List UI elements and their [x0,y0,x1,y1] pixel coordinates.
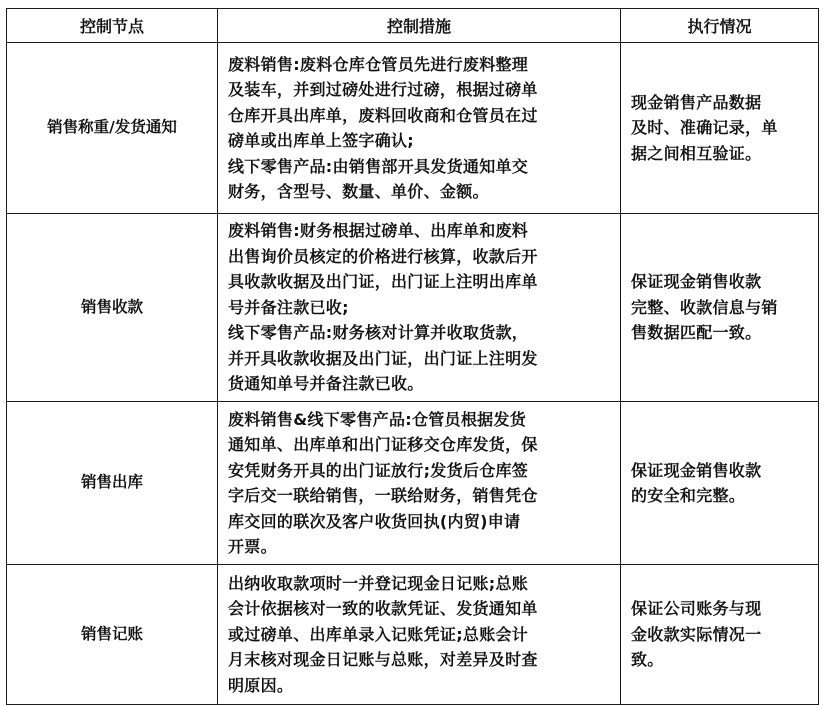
table-row [7,214,819,402]
execution-status-cell [621,214,819,402]
measure-line: 库交回的联次及客户收货回执(内贸)申请 [228,511,521,531]
measure-line: 废料销售:财务根据过磅单、出库单和废料 [228,221,529,241]
status-line: 致。 [631,650,664,670]
measure-line: 会计依据核对一致的收款凭证、发货通知单 [228,599,538,619]
execution-status-cell [621,565,819,705]
control-measure-cell [218,43,621,214]
control-node-cell: 销售记账 [7,565,218,705]
measure-line: 具收款收据及出门证，出门证上注明出库单 [228,272,538,292]
status-line: 保证现金销售收款 [631,460,762,480]
measure-line: 通知单、出库单和出门证移交仓库发货，保 [228,435,538,454]
measure-line: 仓库开具出库单，废料回收商和仓管员在过 [228,105,538,125]
measure-line: 字后交一联给销售，一联给财务，销售凭仓 [228,486,538,505]
control-measure-cell [218,565,621,705]
measure-line: 及装车，并到过磅处进行过磅，根据过磅单 [228,80,538,99]
header-row [7,9,819,43]
measure-line: 货通知单号并备注款已收。 [228,374,424,394]
measure-line: 安凭财务开具的出门证放行;发货后仓库签 [228,460,529,480]
measure-line: 号并备注款已收; [228,297,349,317]
control-table-container [6,8,818,705]
status-line: 售数据匹配一致。 [631,323,762,343]
status-line: 据之间相互验证。 [631,143,762,163]
control-node-cell: 销售出库 [7,402,218,565]
status-line: 保证公司账务与现 [631,599,762,619]
control-measure-cell [218,402,621,565]
measure-line: 废料销售:废料仓库仓管员先进行废料整理 [228,54,529,74]
header-execution-status: 执行情况 [621,9,819,43]
control-node-cell: 销售收款 [7,214,218,402]
measure-line: 月末核对现金日记账与总账，对差异及时查 [228,650,538,670]
control-measure-cell [218,214,621,402]
measure-line: 财务，含型号、数量、单价、金额。 [228,182,489,201]
measure-line: 磅单或出库单上签字确认; [228,131,414,150]
status-line: 保证现金销售收款 [631,272,762,292]
status-line: 现金销售产品数据 [631,92,762,112]
measure-line: 明原因。 [228,675,294,695]
control-node-cell: 销售称重/发货通知 [7,43,218,214]
status-line: 的安全和完整。 [631,486,746,505]
measure-line: 并开具收款收据及出门证，出门证上注明发 [228,348,538,368]
header-control-measure: 控制措施 [218,9,621,43]
table-row [7,43,819,214]
measure-line: 开票。 [228,537,277,556]
control-table [6,8,819,705]
measure-line: 出售询价员核定的价格进行核算，收款后开 [228,246,538,266]
measure-line: 线下零售产品:由销售部开具发货通知单交 [228,156,529,176]
table-row [7,402,819,565]
measure-line: 线下零售产品:财务核对计算并收取货款， [228,323,529,343]
execution-status-cell [621,402,819,565]
header-control-node: 控制节点 [7,9,218,43]
table-row [7,565,819,705]
measure-line: 或过磅单、出库单录入记账凭证;总账会计 [228,624,529,644]
status-line: 及时、准确记录，单 [631,118,778,138]
status-line: 完整、收款信息与销 [631,297,778,317]
measure-line: 废料销售&线下零售产品:仓管员根据发货 [228,409,527,429]
execution-status-cell [621,43,819,214]
measure-line: 出纳收取款项时一并登记现金日记账;总账 [228,573,529,593]
status-line: 金收款实际情况一 [631,624,762,644]
